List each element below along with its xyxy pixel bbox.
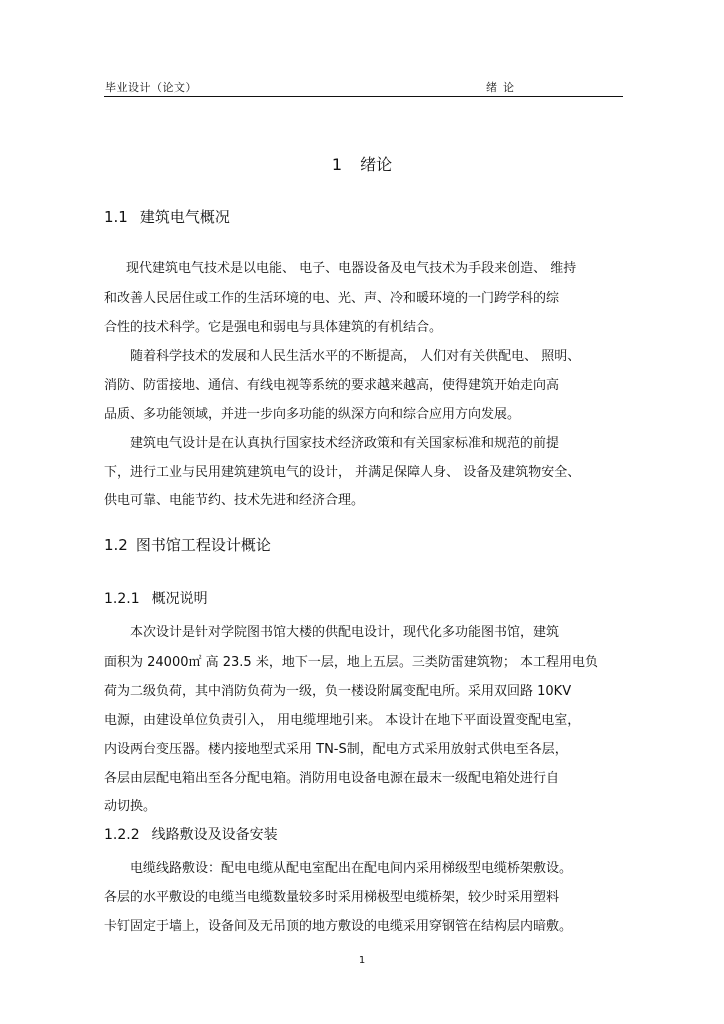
subsection-number: 1.2.2 (104, 827, 140, 843)
paragraph-line: 消防、防雷接地、通信、有线电视等系统的要求越来越高，使得建筑开始走向高 (104, 378, 560, 393)
section-heading-1-2 (104, 534, 271, 555)
paragraph-line: 荷为二级负荷，其中消防负荷为一级，负一楼设附属变配电所。采用双回路 10KV (104, 684, 572, 699)
paragraph-line: 随着科学技术的发展和人民生活水平的不断提高， 人们对有关供配电、 照明、 (130, 349, 581, 364)
paragraph-line: 电源，由建设单位负责引入， 用电缆埋地引来。 本设计在地下平面设置变配电室， (104, 713, 581, 728)
paragraph-line: 各层由层配电箱出至各分配电箱。消防用电设备电源在最末一级配电箱处进行自 (104, 771, 560, 786)
subsection-heading-1-2-2 (104, 824, 278, 844)
subsection-title: 概况说明 (151, 591, 208, 607)
paragraph-line: 卡钉固定于墙上，设备间及无吊顶的地方敷设的电缆采用穿钢管在结构层内暗敷。 (104, 919, 573, 934)
paragraph-line: 合性的技术科学。它是强电和弱电与具体建筑的有机结合。 (104, 320, 443, 335)
section-number: 1.2 (104, 536, 128, 554)
paragraph-line: 内设两台变压器。楼内接地型式采用 TN-S制，配电方式采用放射式供电至各层， (104, 742, 568, 757)
section-title: 图书馆工程设计概论 (135, 536, 271, 554)
paragraph-line: 各层的水平敷设的电缆当电缆数量较多时采用梯极型电缆桥架，较少时采用塑料 (104, 890, 560, 905)
chapter-heading (0, 152, 724, 175)
paragraph-line: 电缆线路敷设：配电电缆从配电室配出在配电间内采用梯级型电缆桥架敷设。 (130, 861, 573, 876)
header-rule (104, 96, 623, 97)
paragraph-line: 面积为 24000㎡ 高 23.5 米，地下一层，地上五层。三类防雷建筑物； 本工程用电负 (104, 655, 598, 670)
paragraph-line: 建筑电气设计是在认真执行国家技术经济政策和有关国家标准和规范的前提 (130, 436, 560, 451)
subsection-number: 1.2.1 (104, 591, 140, 607)
subsection-title: 线路敷设及设备安装 (151, 827, 278, 843)
section-number: 1.1 (104, 208, 128, 226)
running-header-right: 绪论 (486, 81, 520, 94)
page-number: 1 (358, 955, 366, 966)
paragraph-line: 和改善人民居住或工作的生活环境的电、光、声、冷和暖环境的一门跨学科的综 (104, 291, 560, 306)
paragraph-line: 本次设计是针对学院图书馆大楼的供配电设计，现代化多功能图书馆，建筑 (130, 625, 560, 640)
section-heading-1-1 (104, 206, 230, 227)
chapter-number: 1 (331, 155, 343, 174)
chapter-title: 绪论 (360, 155, 393, 174)
paragraph-line: 供电可靠、电能节约、技术先进和经济合理。 (104, 493, 365, 508)
running-header-left: 毕业设计（论文） (105, 81, 197, 94)
paragraph-line: 下，进行工业与民用建筑建筑电气的设计， 并满足保障人身、 设备及建筑物安全、 (104, 465, 581, 480)
paragraph-line: 现代建筑电气技术是以电能、 电子、电器设备及电气技术为手段来创造、 维持 (126, 261, 577, 276)
paragraph-line: 品质、多功能领域，并进一步向多功能的纵深方向和综合应用方向发展。 (104, 407, 521, 422)
subsection-heading-1-2-1 (104, 588, 208, 608)
section-title: 建筑电气概况 (139, 208, 230, 226)
paragraph-line: 动切换。 (104, 799, 157, 814)
